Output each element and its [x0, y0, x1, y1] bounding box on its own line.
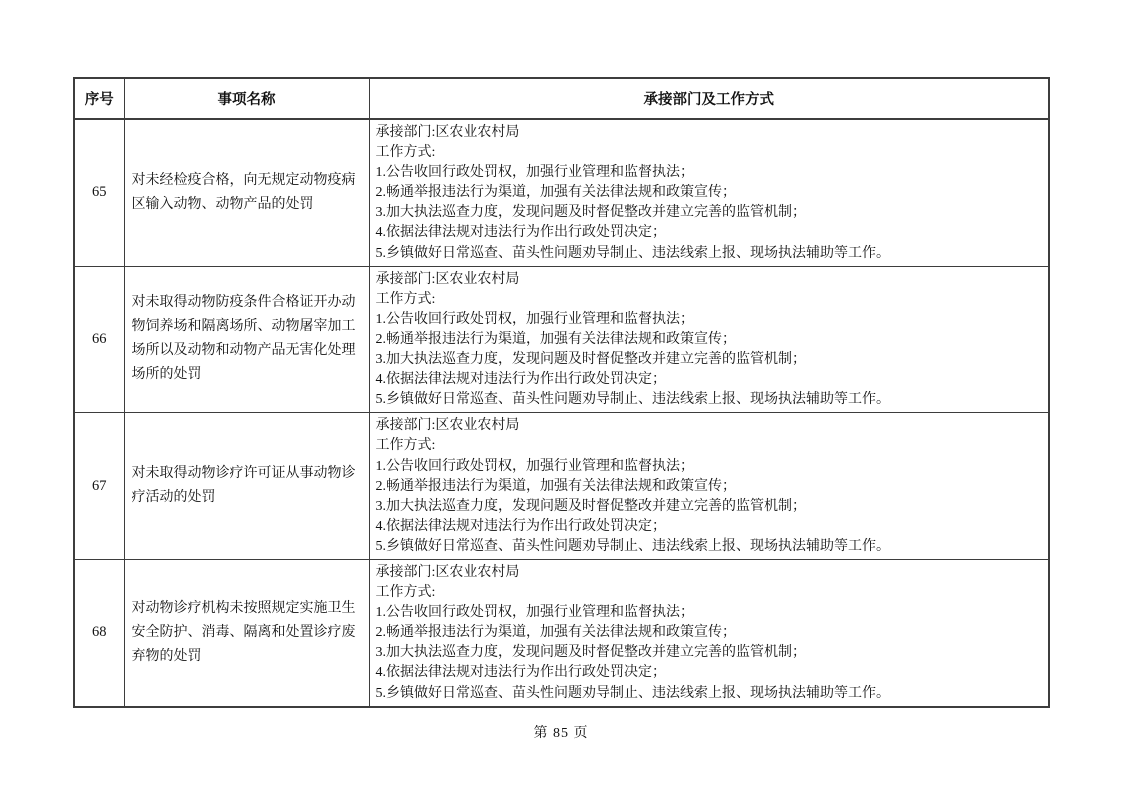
department-line: 承接部门:区农业农村局	[375, 418, 520, 434]
method-line: 3.加大执法巡查力度，发现问题及时督促整改并建立完善的监管机制；	[375, 205, 806, 221]
department-method-cell	[369, 119, 1049, 266]
method-line: 5.乡镇做好日常巡查、苗头性问题劝导制止、违法线索上报、现场执法辅助等工作。	[375, 538, 890, 554]
method-line: 1.公告收回行政处罚权，加强行业管理和监督执法；	[375, 458, 694, 474]
page-number: 第 85 页	[533, 726, 589, 741]
method-line: 1.公告收回行政处罚权，加强行业管理和监督执法；	[375, 165, 694, 181]
method-line: 1.公告收回行政处罚权，加强行业管理和监督执法；	[375, 311, 694, 327]
department-method-cell	[369, 559, 1049, 706]
method-label: 工作方式:	[375, 291, 436, 307]
method-line: 3.加大执法巡查力度，发现问题及时督促整改并建立完善的监管机制；	[375, 352, 806, 368]
method-label: 工作方式:	[375, 585, 436, 601]
method-line: 3.加大执法巡查力度，发现问题及时督促整改并建立完善的监管机制；	[375, 498, 806, 514]
method-line: 1.公告收回行政处罚权，加强行业管理和监督执法；	[375, 605, 694, 621]
row-number: 67	[92, 477, 107, 494]
item-name: 对动物诊疗机构未按照规定实施卫生安全防护、消毒、隔离和处置诊疗废弃物的处罚	[131, 600, 356, 664]
row-number: 68	[92, 624, 107, 641]
method-line: 4.依据法律法规对违法行为作出行政处罚决定；	[375, 518, 666, 534]
department-method-cell	[369, 413, 1049, 560]
method-line: 2.畅通举报违法行为渠道，加强有关法律法规和政策宣传；	[375, 478, 736, 494]
item-name-cell	[124, 413, 369, 560]
row-number-cell	[74, 266, 124, 413]
method-line: 2.畅通举报违法行为渠道，加强有关法律法规和政策宣传；	[375, 185, 736, 201]
item-name: 对未经检疫合格，向无规定动物疫病区输入动物、动物产品的处罚	[131, 172, 356, 212]
item-name-cell	[124, 559, 369, 706]
row-number-cell	[74, 119, 124, 266]
row-number: 66	[92, 330, 107, 347]
item-name-cell	[124, 119, 369, 266]
department-line: 承接部门:区农业农村局	[375, 125, 520, 140]
method-line: 4.依据法律法规对违法行为作出行政处罚决定；	[375, 225, 666, 241]
method-line: 5.乡镇做好日常巡查、苗头性问题劝导制止、违法线索上报、现场执法辅助等工作。	[375, 685, 890, 701]
items-table	[73, 77, 1050, 708]
department-line: 承接部门:区农业农村局	[375, 271, 520, 287]
table-row	[74, 413, 1049, 560]
table-header-row	[74, 78, 1049, 119]
item-name: 对未取得动物防疫条件合格证开办动物饲养场和隔离场所、动物屠宰加工场所以及动物和动物产品无害化处理场所的处罚	[131, 295, 356, 383]
row-number-cell	[74, 413, 124, 560]
item-name-cell	[124, 266, 369, 413]
table-body	[74, 119, 1049, 707]
table-row	[74, 559, 1049, 706]
department-line: 承接部门:区农业农村局	[375, 564, 520, 580]
header-item-name: 事项名称	[124, 78, 369, 119]
row-number-cell	[74, 559, 124, 706]
department-method-cell	[369, 266, 1049, 413]
method-label: 工作方式:	[375, 145, 436, 161]
method-line: 5.乡镇做好日常巡查、苗头性问题劝导制止、违法线索上报、现场执法辅助等工作。	[375, 245, 890, 261]
header-department-method: 承接部门及工作方式	[369, 78, 1049, 119]
method-label: 工作方式:	[375, 438, 436, 454]
table-row	[74, 119, 1049, 266]
method-line: 3.加大执法巡查力度，发现问题及时督促整改并建立完善的监管机制；	[375, 645, 806, 661]
method-line: 4.依据法律法规对违法行为作出行政处罚决定；	[375, 665, 666, 681]
method-line: 2.畅通举报违法行为渠道，加强有关法律法规和政策宣传；	[375, 625, 736, 641]
method-line: 5.乡镇做好日常巡查、苗头性问题劝导制止、违法线索上报、现场执法辅助等工作。	[375, 392, 890, 408]
header-serial-number: 序号	[74, 78, 124, 119]
row-number: 65	[92, 184, 107, 201]
method-line: 4.依据法律法规对违法行为作出行政处罚决定；	[375, 372, 666, 388]
item-name: 对未取得动物诊疗许可证从事动物诊疗活动的处罚	[131, 466, 356, 506]
table-row	[74, 266, 1049, 413]
method-line: 2.畅通举报违法行为渠道，加强有关法律法规和政策宣传；	[375, 331, 736, 347]
